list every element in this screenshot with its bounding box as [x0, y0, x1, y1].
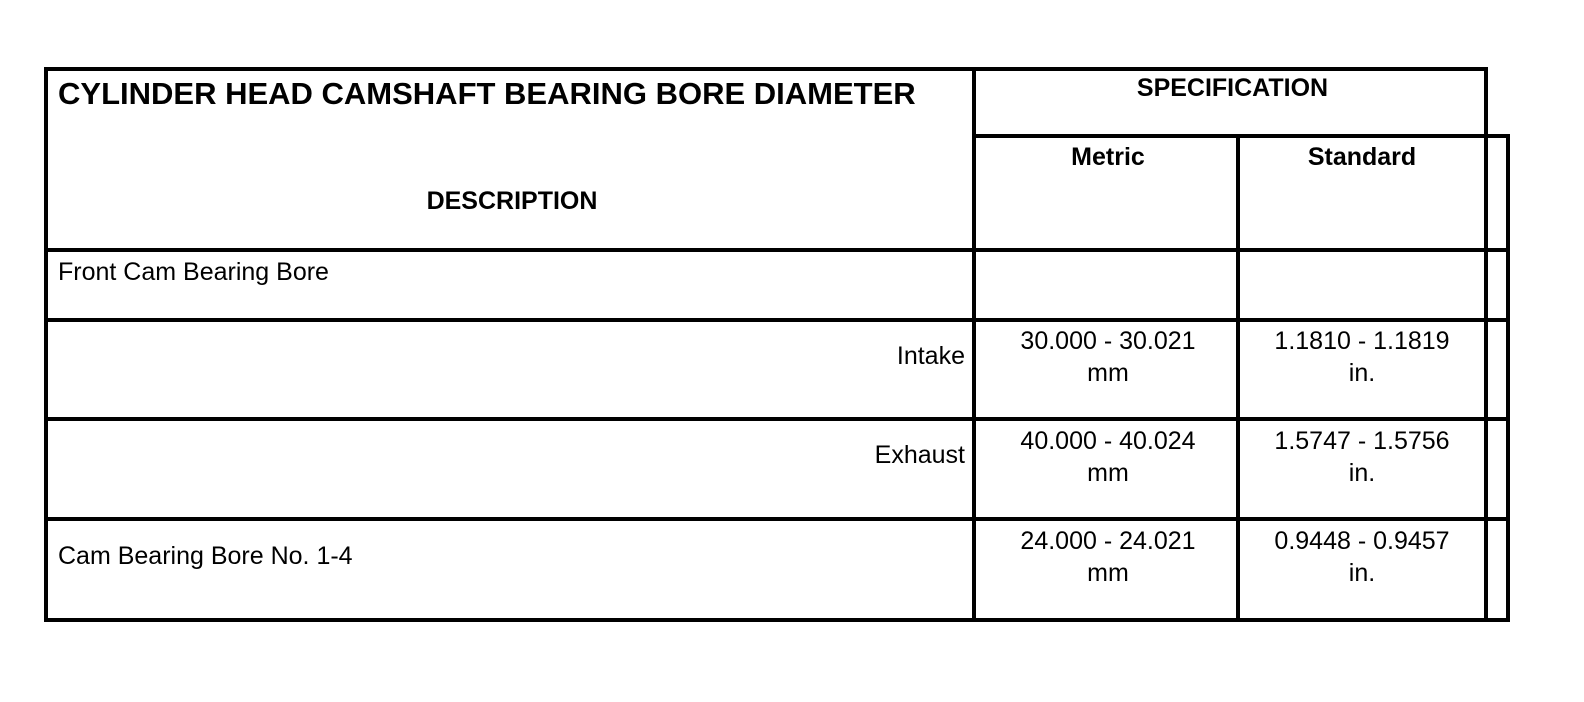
- standard-value: 0.9448 - 0.9457: [1274, 527, 1450, 555]
- row-cam-bore-1-4-metric: [980, 525, 1236, 589]
- table-title: CYLINDER HEAD CAMSHAFT BEARING BORE DIAMETER: [58, 76, 916, 111]
- metric-unit: mm: [1087, 559, 1129, 587]
- standard-value: 1.1810 - 1.1819: [1274, 327, 1450, 355]
- row-exhaust-standard: [1240, 425, 1484, 489]
- standard-unit: in.: [1348, 359, 1376, 387]
- metric-value: 40.000 - 40.024: [1020, 427, 1196, 455]
- description-header: DESCRIPTION: [426, 187, 598, 215]
- row-intake-description: Intake: [896, 342, 965, 370]
- spec-right-border: [1484, 67, 1488, 622]
- header-row-divider: [44, 248, 1510, 252]
- metric-column-header: Metric: [1071, 143, 1145, 171]
- row-divider-2: [44, 417, 1510, 421]
- standard-column-header: Standard: [1307, 143, 1417, 171]
- specification-header: SPECIFICATION: [1136, 74, 1329, 102]
- standard-unit: in.: [1348, 459, 1376, 487]
- standard-unit: in.: [1348, 559, 1376, 587]
- column-divider-description: [972, 67, 976, 622]
- metric-unit: mm: [1087, 359, 1129, 387]
- row-intake-standard: [1240, 325, 1484, 389]
- row-divider-1: [44, 318, 1510, 322]
- row-cam-bore-1-4-description: Cam Bearing Bore No. 1-4: [58, 542, 353, 570]
- outer-right-border: [1506, 135, 1510, 622]
- table-border-bottom: [44, 618, 1510, 622]
- table-border-left: [44, 67, 48, 622]
- row-front-cam-description: Front Cam Bearing Bore: [58, 258, 329, 286]
- metric-value: 30.000 - 30.021: [1020, 327, 1196, 355]
- metric-value: 24.000 - 24.021: [1020, 527, 1196, 555]
- metric-unit: mm: [1087, 459, 1129, 487]
- table-border-top: [44, 67, 1488, 71]
- row-exhaust-metric: [980, 425, 1236, 489]
- row-exhaust-description: Exhaust: [874, 441, 965, 469]
- row-divider-3: [44, 517, 1510, 521]
- row-intake-metric: [980, 325, 1236, 389]
- standard-value: 1.5747 - 1.5756: [1274, 427, 1450, 455]
- spec-header-divider: [972, 134, 1510, 138]
- row-cam-bore-1-4-standard: [1240, 525, 1484, 589]
